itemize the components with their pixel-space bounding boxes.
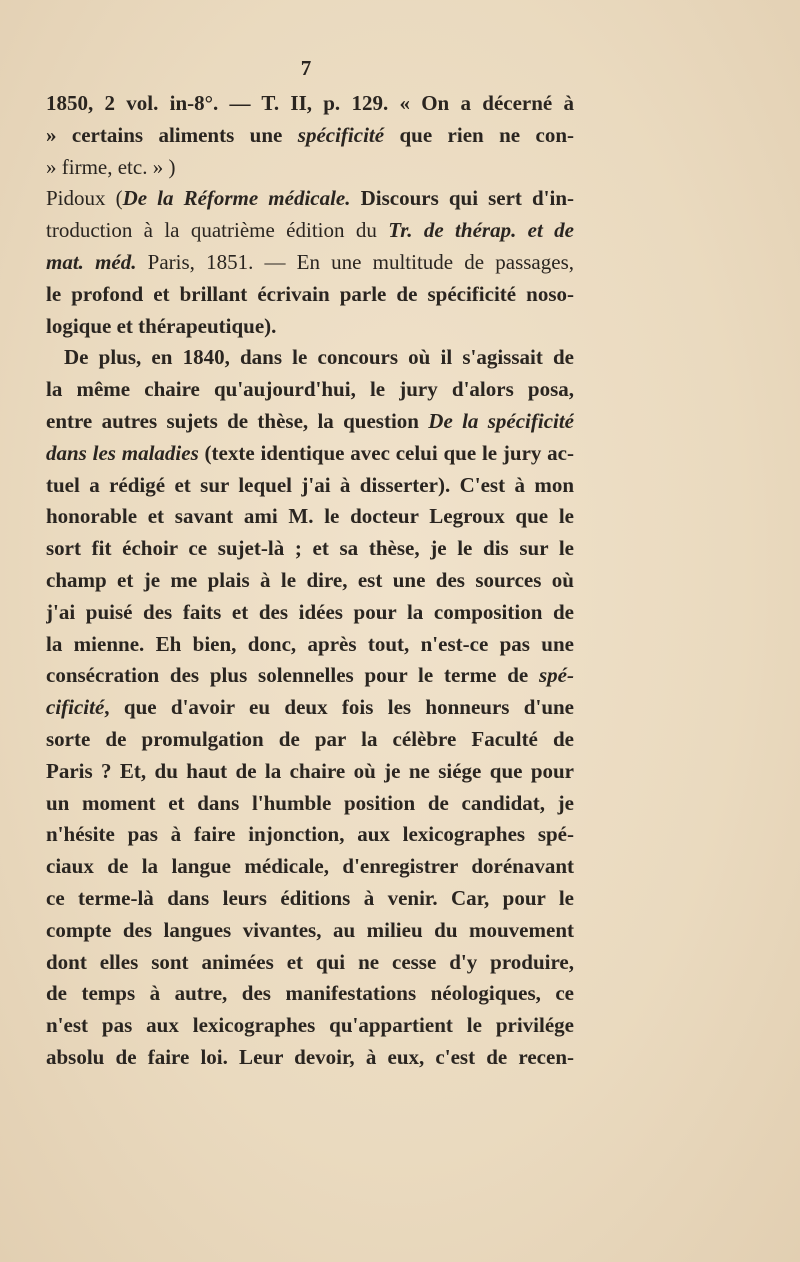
text-line xyxy=(46,438,574,470)
text-segment: dont elles sont animées et qui ne cesse d'y produire, xyxy=(46,949,574,974)
text-line xyxy=(46,1010,574,1042)
text-line xyxy=(46,660,574,692)
text-segment: n'est pas aux lexicographes qu'appartient le privilége xyxy=(46,1013,574,1038)
text-line xyxy=(46,311,574,343)
text-segment: Tr. de thérap. et de xyxy=(388,218,574,243)
text-segment: Paris, 1851. — En une multitude de passages, xyxy=(136,249,574,274)
text-line xyxy=(46,947,574,979)
text-segment: sorte de promulgation de par la célèbre Faculté de xyxy=(46,726,574,751)
text-segment: Pidoux ( xyxy=(46,186,123,211)
text-segment: ce terme-là dans leurs éditions à venir. Car, pour le xyxy=(46,885,574,910)
text-segment: 1850, 2 vol. in-8°. — T. II, p. 129. « On a décerné à xyxy=(46,91,574,115)
text-segment: la même chaire qu'aujourd'hui, le jury d'alors posa, xyxy=(46,377,574,402)
text-segment: spécificité xyxy=(297,122,385,147)
text-line xyxy=(46,501,574,533)
text-line xyxy=(46,724,574,756)
text-segment: consécration des plus solennelles pour le terme de xyxy=(46,663,539,688)
text-segment: mat. méd. xyxy=(46,249,137,274)
page-number: 7 xyxy=(300,56,312,80)
text-segment: » firme, etc. » ) xyxy=(46,154,176,179)
text-line xyxy=(46,978,574,1010)
text-segment: un moment et dans l'humble position de candidat, je xyxy=(46,790,574,815)
text-line xyxy=(46,597,574,629)
text-line xyxy=(46,120,574,152)
text-line xyxy=(46,215,574,247)
text-segment: ciaux de la langue médicale, d'enregistrer dorénavant xyxy=(46,854,574,879)
text-line xyxy=(46,915,574,947)
text-line xyxy=(46,470,574,502)
text-segment: De plus, en 1840, dans le concours où il s'agissait de xyxy=(64,345,574,370)
text-line xyxy=(46,1042,574,1074)
text-segment: que rien ne con- xyxy=(384,122,574,147)
text-line xyxy=(46,247,574,279)
text-line xyxy=(46,152,574,184)
text-segment: De la Réforme médicale. xyxy=(122,186,351,211)
text-line xyxy=(46,883,574,915)
text-segment: De la spécificité xyxy=(428,408,574,433)
text-segment: troduction à la quatrième édition du xyxy=(46,218,389,243)
text-segment: absolu de faire loi. Leur devoir, à eux, c'est de recen- xyxy=(46,1044,574,1069)
text-line xyxy=(46,788,574,820)
text-line xyxy=(46,183,574,215)
text-segment: sort fit échoir ce sujet-là ; et sa thèse, je le dis sur le xyxy=(46,536,574,561)
text-line xyxy=(46,279,574,311)
text-segment: de temps à autre, des manifestations néologiques, ce xyxy=(46,981,574,1006)
text-line xyxy=(46,533,574,565)
text-segment: j'ai puisé des faits et des idées pour la composition de xyxy=(46,599,574,624)
text-line xyxy=(46,692,574,724)
text-line xyxy=(46,342,574,374)
text-segment: logique et thérapeutique). xyxy=(46,313,277,338)
text-line xyxy=(46,565,574,597)
text-segment: honorable et savant ami M. le docteur Legroux que le xyxy=(46,504,574,529)
text-line xyxy=(46,88,574,120)
text-line xyxy=(46,629,574,661)
text-segment: (texte identique avec celui que le jury ac- xyxy=(198,440,574,465)
text-segment: Paris ? Et, du haut de la chaire où je ne siége que pour xyxy=(46,758,574,783)
text-segment: » certains aliments une xyxy=(46,122,298,147)
text-segment: entre autres sujets de thèse, la question xyxy=(46,408,429,433)
text-segment: Discours qui sert d'in- xyxy=(350,186,574,211)
text-line xyxy=(46,851,574,883)
text-segment: spé- xyxy=(539,663,574,688)
text-line xyxy=(46,819,574,851)
text-segment: champ et je me plais à le dire, est une des sources où xyxy=(46,567,574,592)
text-line xyxy=(46,406,574,438)
text-segment: le profond et brillant écrivain parle de spécificité noso- xyxy=(46,281,574,306)
body-text xyxy=(46,88,574,1074)
text-line xyxy=(46,756,574,788)
text-line xyxy=(46,374,574,406)
text-segment: la mienne. Eh bien, donc, après tout, n'est-ce pas une xyxy=(46,631,574,656)
text-segment: dans les maladies xyxy=(46,440,199,465)
text-segment: cificité xyxy=(46,695,105,720)
text-segment: tuel a rédigé et sur lequel j'ai à disserter). C'est à mon xyxy=(46,472,574,497)
text-segment: , que d'avoir eu deux fois les honneurs d'une xyxy=(104,695,574,720)
text-segment: compte des langues vivantes, au milieu du mouvement xyxy=(46,917,574,942)
text-segment: n'hésite pas à faire injonction, aux lexicographes spé- xyxy=(46,822,574,847)
